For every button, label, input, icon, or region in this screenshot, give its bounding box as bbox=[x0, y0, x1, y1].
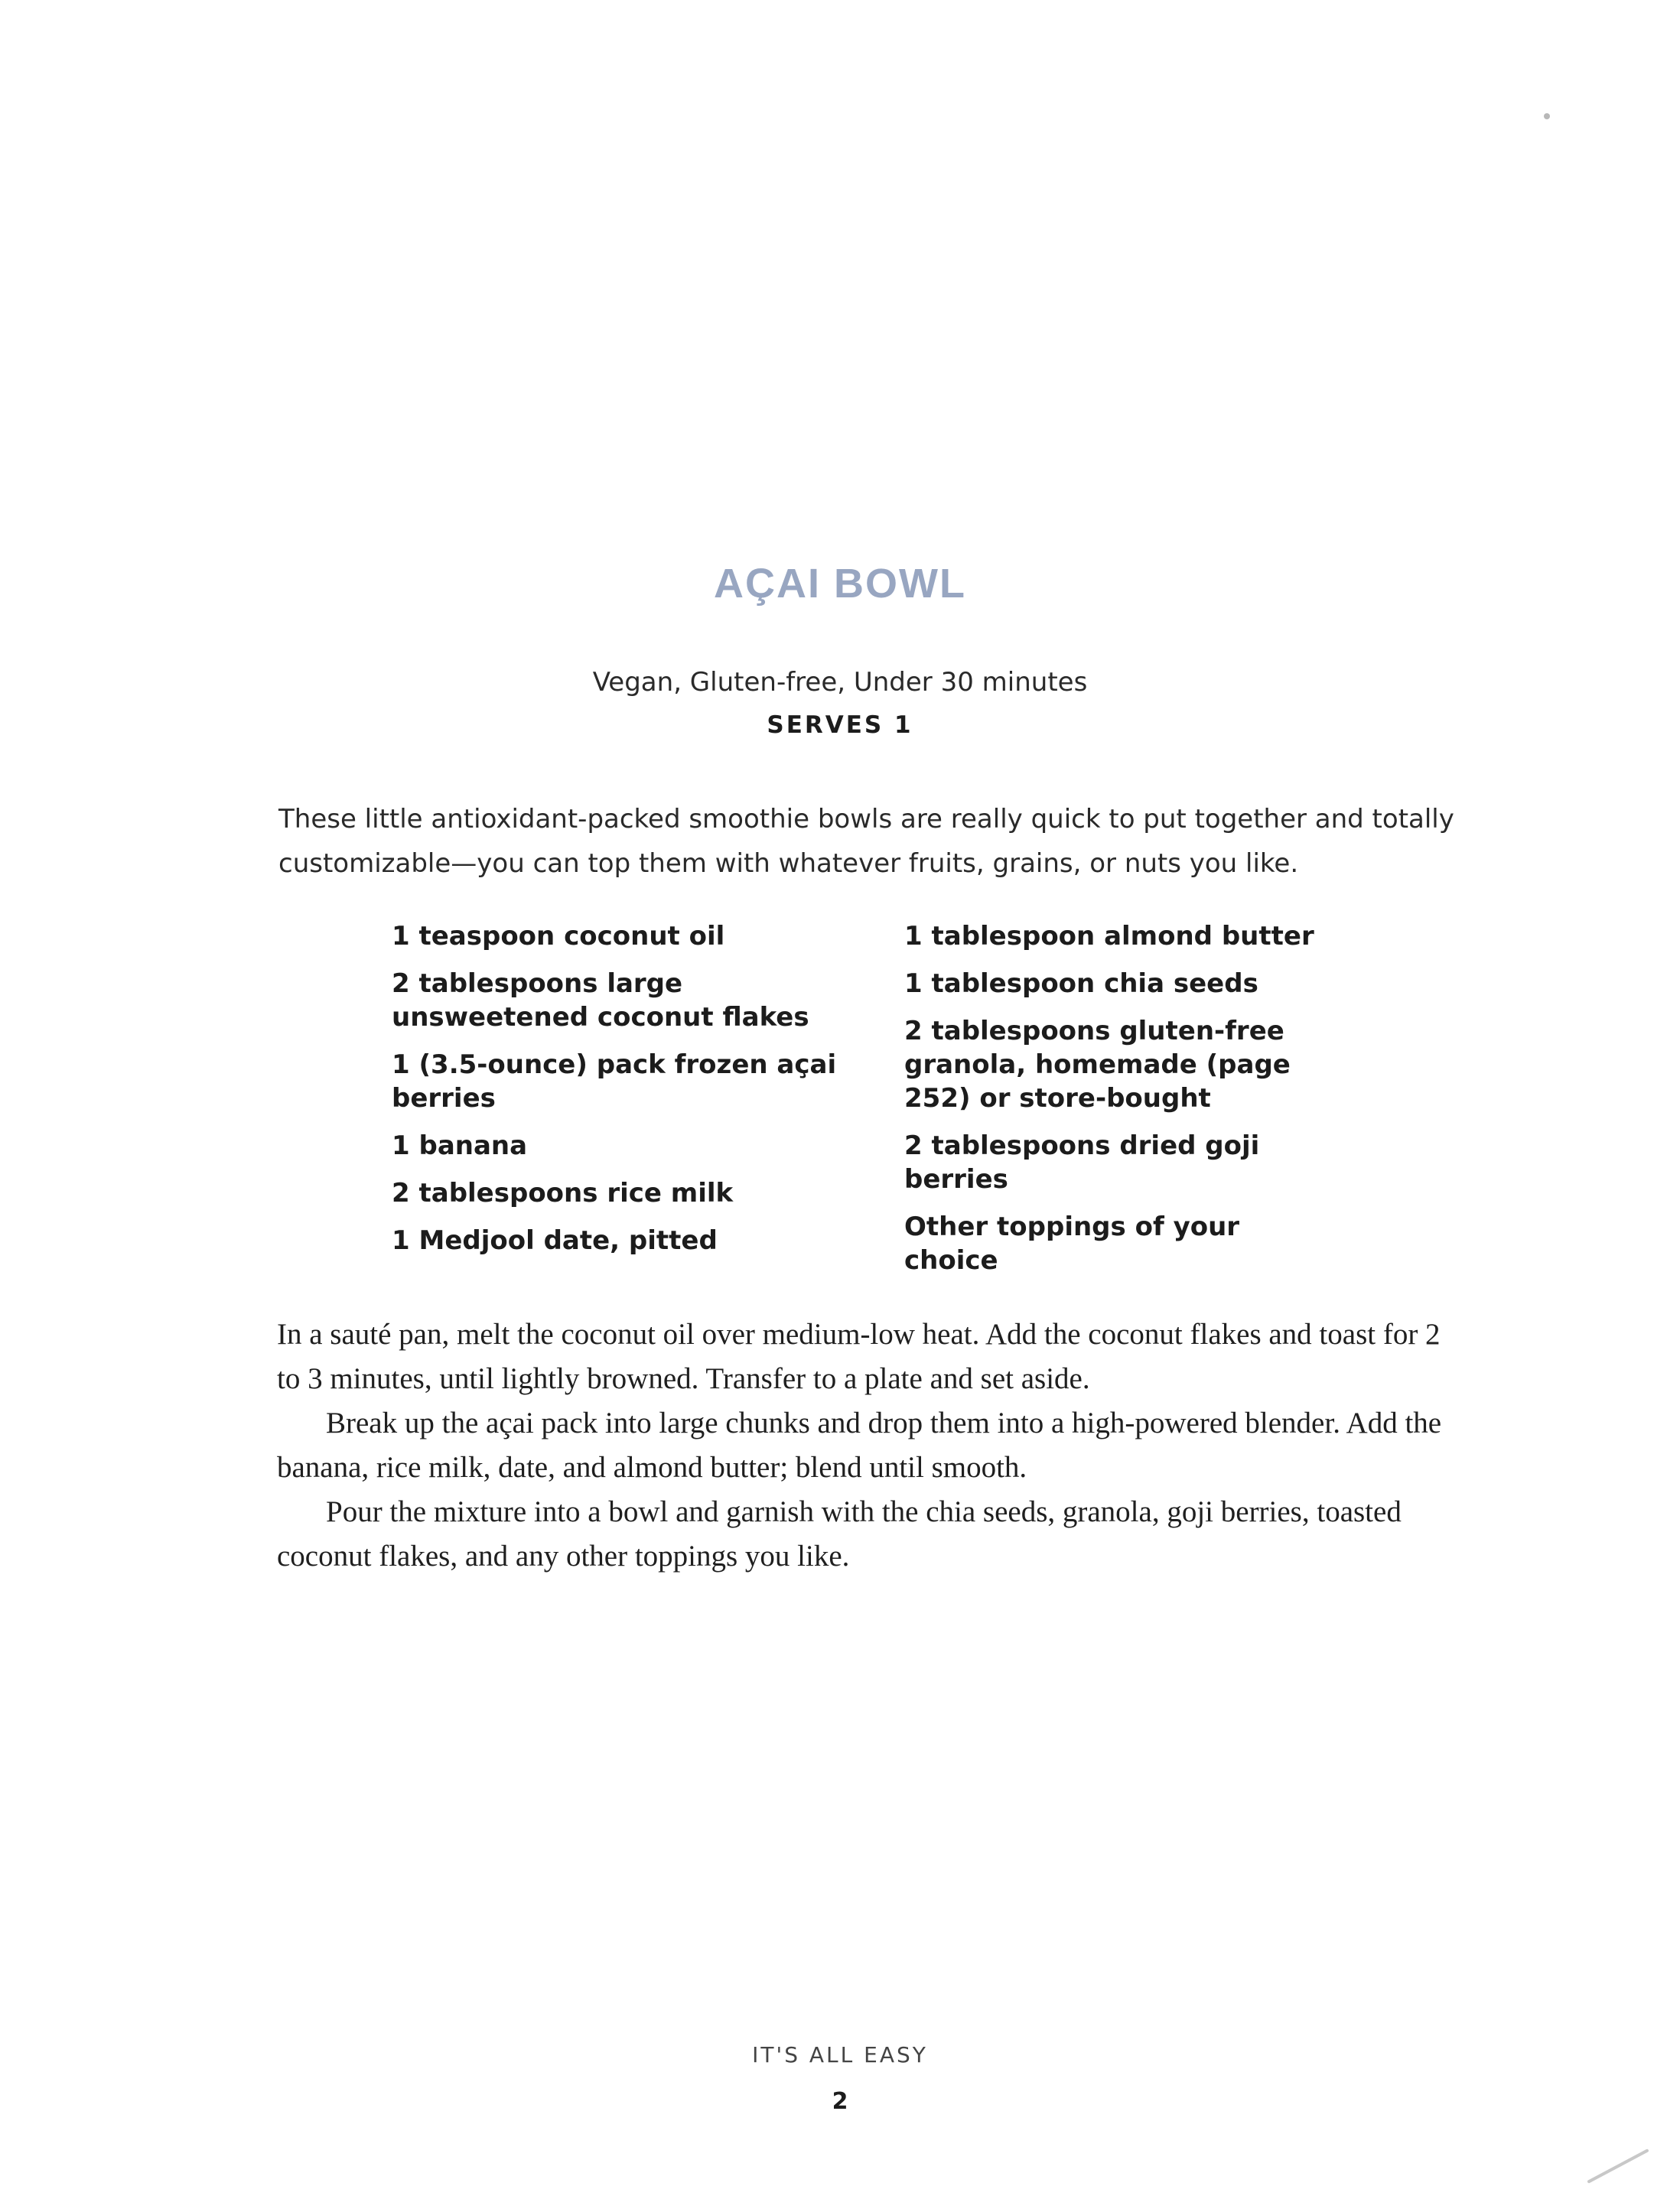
method-step: Break up the açai pack into large chunks and drop them into a high-powered blender. Add the banana, rice milk, date, and almond butter; blend until smooth. bbox=[277, 1407, 1442, 1484]
ingredient-item: Other toppings of your choice bbox=[904, 1212, 1240, 1276]
method-step: Pour the mixture into a bowl and garnish with the chia seeds, granola, goji berries, toasted coconut flakes, and any other toppings you like. bbox=[277, 1495, 1402, 1573]
ingredient-item: 2 tablespoons rice milk bbox=[392, 1178, 734, 1208]
ingredient-item: 2 tablespoons dried goji berries bbox=[904, 1130, 1260, 1195]
ingredients-column-left bbox=[392, 919, 881, 1291]
recipe-title: AÇAI BOWL bbox=[714, 561, 966, 607]
ingredients-list bbox=[392, 919, 1432, 1291]
ingredient-item: 1 tablespoon chia seeds bbox=[904, 968, 1258, 999]
ingredient-item: 1 Medjool date, pitted bbox=[392, 1225, 718, 1256]
ingredient-item: 1 (3.5-ounce) pack frozen açai berries bbox=[392, 1049, 837, 1114]
ingredient-item: 1 teaspoon coconut oil bbox=[392, 921, 725, 951]
footer-book-title: IT'S ALL EASY bbox=[752, 2042, 928, 2067]
ingredient-item: 1 tablespoon almond butter bbox=[904, 921, 1314, 951]
ingredient-item: 1 banana bbox=[392, 1130, 528, 1161]
paper-speck bbox=[1544, 113, 1550, 119]
ingredients-column-right bbox=[904, 919, 1333, 1291]
page-number: 2 bbox=[832, 2088, 848, 2115]
recipe-intro: These little antioxidant-packed smoothie bowls are really quick to put together and totally customizable—you can top them with whatever fruits, grains, or nuts you like. bbox=[278, 804, 1454, 879]
paper-scuff bbox=[1587, 2149, 1649, 2184]
serves-label: SERVES 1 bbox=[767, 711, 913, 739]
recipe-method bbox=[277, 1313, 1470, 1579]
recipe-tags: Vegan, Gluten-free, Under 30 minutes bbox=[592, 667, 1088, 698]
method-step: In a sauté pan, melt the coconut oil over medium-low heat. Add the coconut flakes and toast for 2 to 3 minutes, until lightly browned. Transfer to a plate and set aside. bbox=[277, 1318, 1441, 1395]
ingredient-item: 2 tablespoons gluten-free granola, homemade (page 252) or store-bought bbox=[904, 1016, 1291, 1114]
ingredient-item: 2 tablespoons large unsweetened coconut flakes bbox=[392, 968, 809, 1033]
